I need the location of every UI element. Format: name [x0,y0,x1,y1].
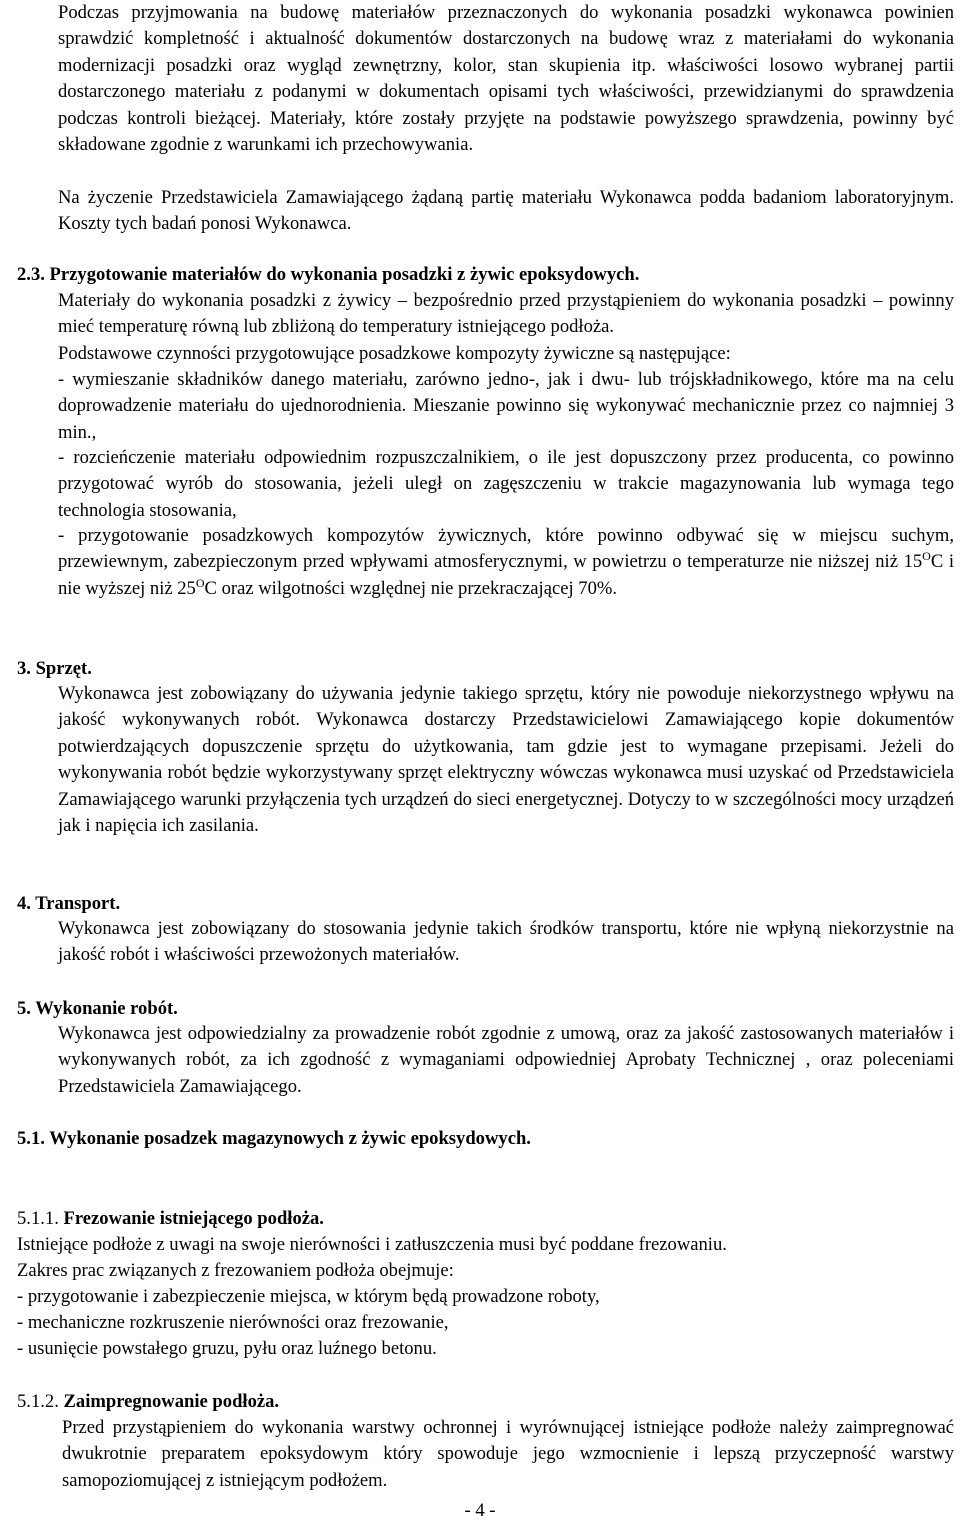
s512-title: Zaimpregnowanie podłoża. [63,1391,280,1412]
s511-list-item-1: - przygotowanie i zabezpieczenie miejsca, w którym będą prowadzone roboty, [17,1286,600,1307]
section-heading-5-1: 5.1. Wykonanie posadzek magazynowych z żywic epoksydowych. [17,1128,531,1149]
page-number: - 4 - [464,1500,496,1521]
section-heading-5-1-2: 5.1.2. Zaimpregnowanie podłoża. [17,1391,280,1412]
section-heading-2-3: 2.3. Przygotowanie materiałów do wykonania posadzki z żywic epoksydowych. [17,264,640,285]
s23-list-item-preparation: - przygotowanie posadzkowych kompozytów żywicznych, które powinno odbywać się w miejscu suchym, przewiewnym, zabezpieczonym przed wpływami atmosferycznymi, w powietrzu o temperaturze nie niższej niż $15^OC$ i nie wyższej niż $25^OC$ oraz wilgotności względnej nie przekraczającej 70%. [58,525,954,599]
s3-body: Wykonawca jest zobowiązany do używania jedynie takiego sprzętu, który nie powoduje niekorzystnego wpływu na jakość wykonywanych robót. Wykonawca dostarczy Przedstawicielowi Zamawiającego kopie dokumentów potwierdzających dopuszczenie sprzętu do użytkowania, tam gdzie jest to wymagane przepisami. Jeżeli do wykonywania robót będzie wykorzystywany sprzęt elektryczny wówczas wykonawca musi uzyskać od Przedstawiciela Zamawiającego warunki przyłączenia tych urządzeń do sieci energetycznej. Dotyczy to w szczególności mocy urządzeń jak i napięcia ich zasilania. [58,683,954,837]
s23-list-item-mixing: - wymieszanie składników danego materiału, zarówno jedno-, jak i dwu- lub trójskładnikowego, które ma na celu doprowadzenie materiału do ujednorodnienia. Mieszanie powinno się wykonywać mechanicznie przez co najmniej 3 min., [58,369,954,443]
section-heading-5-1-1: 5.1.1. Frezowanie istniejącego podłoża. [17,1208,324,1229]
s5-body: Wykonawca jest odpowiedzialny za prowadzenie robót zgodnie z umową, oraz za jakość zastosowanych materiałów i wykonywanych robót, za ich zgodność z wymaganiami odpowiedniej Aprobaty Technicznej , oraz poleceniami Przedstawiciela Zamawiającego. [58,1023,954,1097]
intro-paragraph: Podczas przyjmowania na budowę materiałów przeznaczonych do wykonania posadzki wykonawca powinien sprawdzić kompletność i aktualność dokumentów dostarczonych na budowę wraz z materiałami do wykonania modernizacji posadzki oraz wygląd zewnętrzny, kolor, stan skupienia itp. właściwości losowo wybranej partii dostarczonego materiału z podanymi w dokumentach opisami tych właściwości, przewidzianymi do sprawdzenia podczas kontroli bieżącej. Materiały, które zostały przyjęte na podstawie powyższego sprawdzenia, powinny być składowane zgodnie z warunkami ich przechowywania. [58,2,954,156]
s511-line-1: Istniejące podłoże z uwagi na swoje nierówności i zatłuszczenia musi być poddane frezowaniu. [17,1234,727,1255]
s512-body: Przed przystąpieniem do wykonania warstwy ochronnej i wyrównującej istniejące podłoże należy zaimpregnować dwukrotnie preparatem epoksydowym który spowoduje jego wzmocnienie i lepszą przyczepność warstwy samopoziomującej z istniejącym podłożem. [62,1417,954,1491]
section-heading-3: 3. Sprzęt. [17,658,92,679]
s23-list-item-dilution: - rozcieńczenie materiału odpowiednim rozpuszczalnikiem, o ile jest dopuszczony przez producenta, co powinno przygotować wyrób do stosowania, jeżeli uległ on zagęszczeniu w trakcie magazynowania lub wymaga tego technologia stosowania, [58,447,954,521]
section-heading-4: 4. Transport. [17,893,121,914]
s4-body: Wykonawca jest zobowiązany do stosowania jedynie takich środków transportu, które nie wpłyną niekorzystnie na jakość robót i właściwości przewożonych materiałów. [58,918,954,966]
s23-paragraph-intro-list: Podstawowe czynności przygotowujące posadzkowe kompozyty żywiczne są następujące: [58,343,731,364]
section-heading-5: 5. Wykonanie robót. [17,998,178,1019]
s23-paragraph-temperature: Materiały do wykonania posadzki z żywicy – bezpośrednio przed przystąpieniem do wykonania posadzki – powinny mieć temperaturę równą lub zbliżoną do temperatury istniejącego podłoża. [58,290,954,338]
s511-list-item-3: - usunięcie powstałego gruzu, pyłu oraz luźnego betonu. [17,1338,437,1359]
intro-paragraph-lab: Na życzenie Przedstawiciela Zamawiającego żądaną partię materiału Wykonawca podda badaniom laboratoryjnym. Koszty tych badań ponosi Wykonawca. [58,187,954,235]
s511-list-item-2: - mechaniczne rozkruszenie nierówności oraz frezowanie, [17,1312,449,1333]
s511-line-2: Zakres prac związanych z frezowaniem podłoża obejmuje: [17,1260,454,1281]
s511-title: Frezowanie istniejącego podłoża. [63,1208,324,1229]
